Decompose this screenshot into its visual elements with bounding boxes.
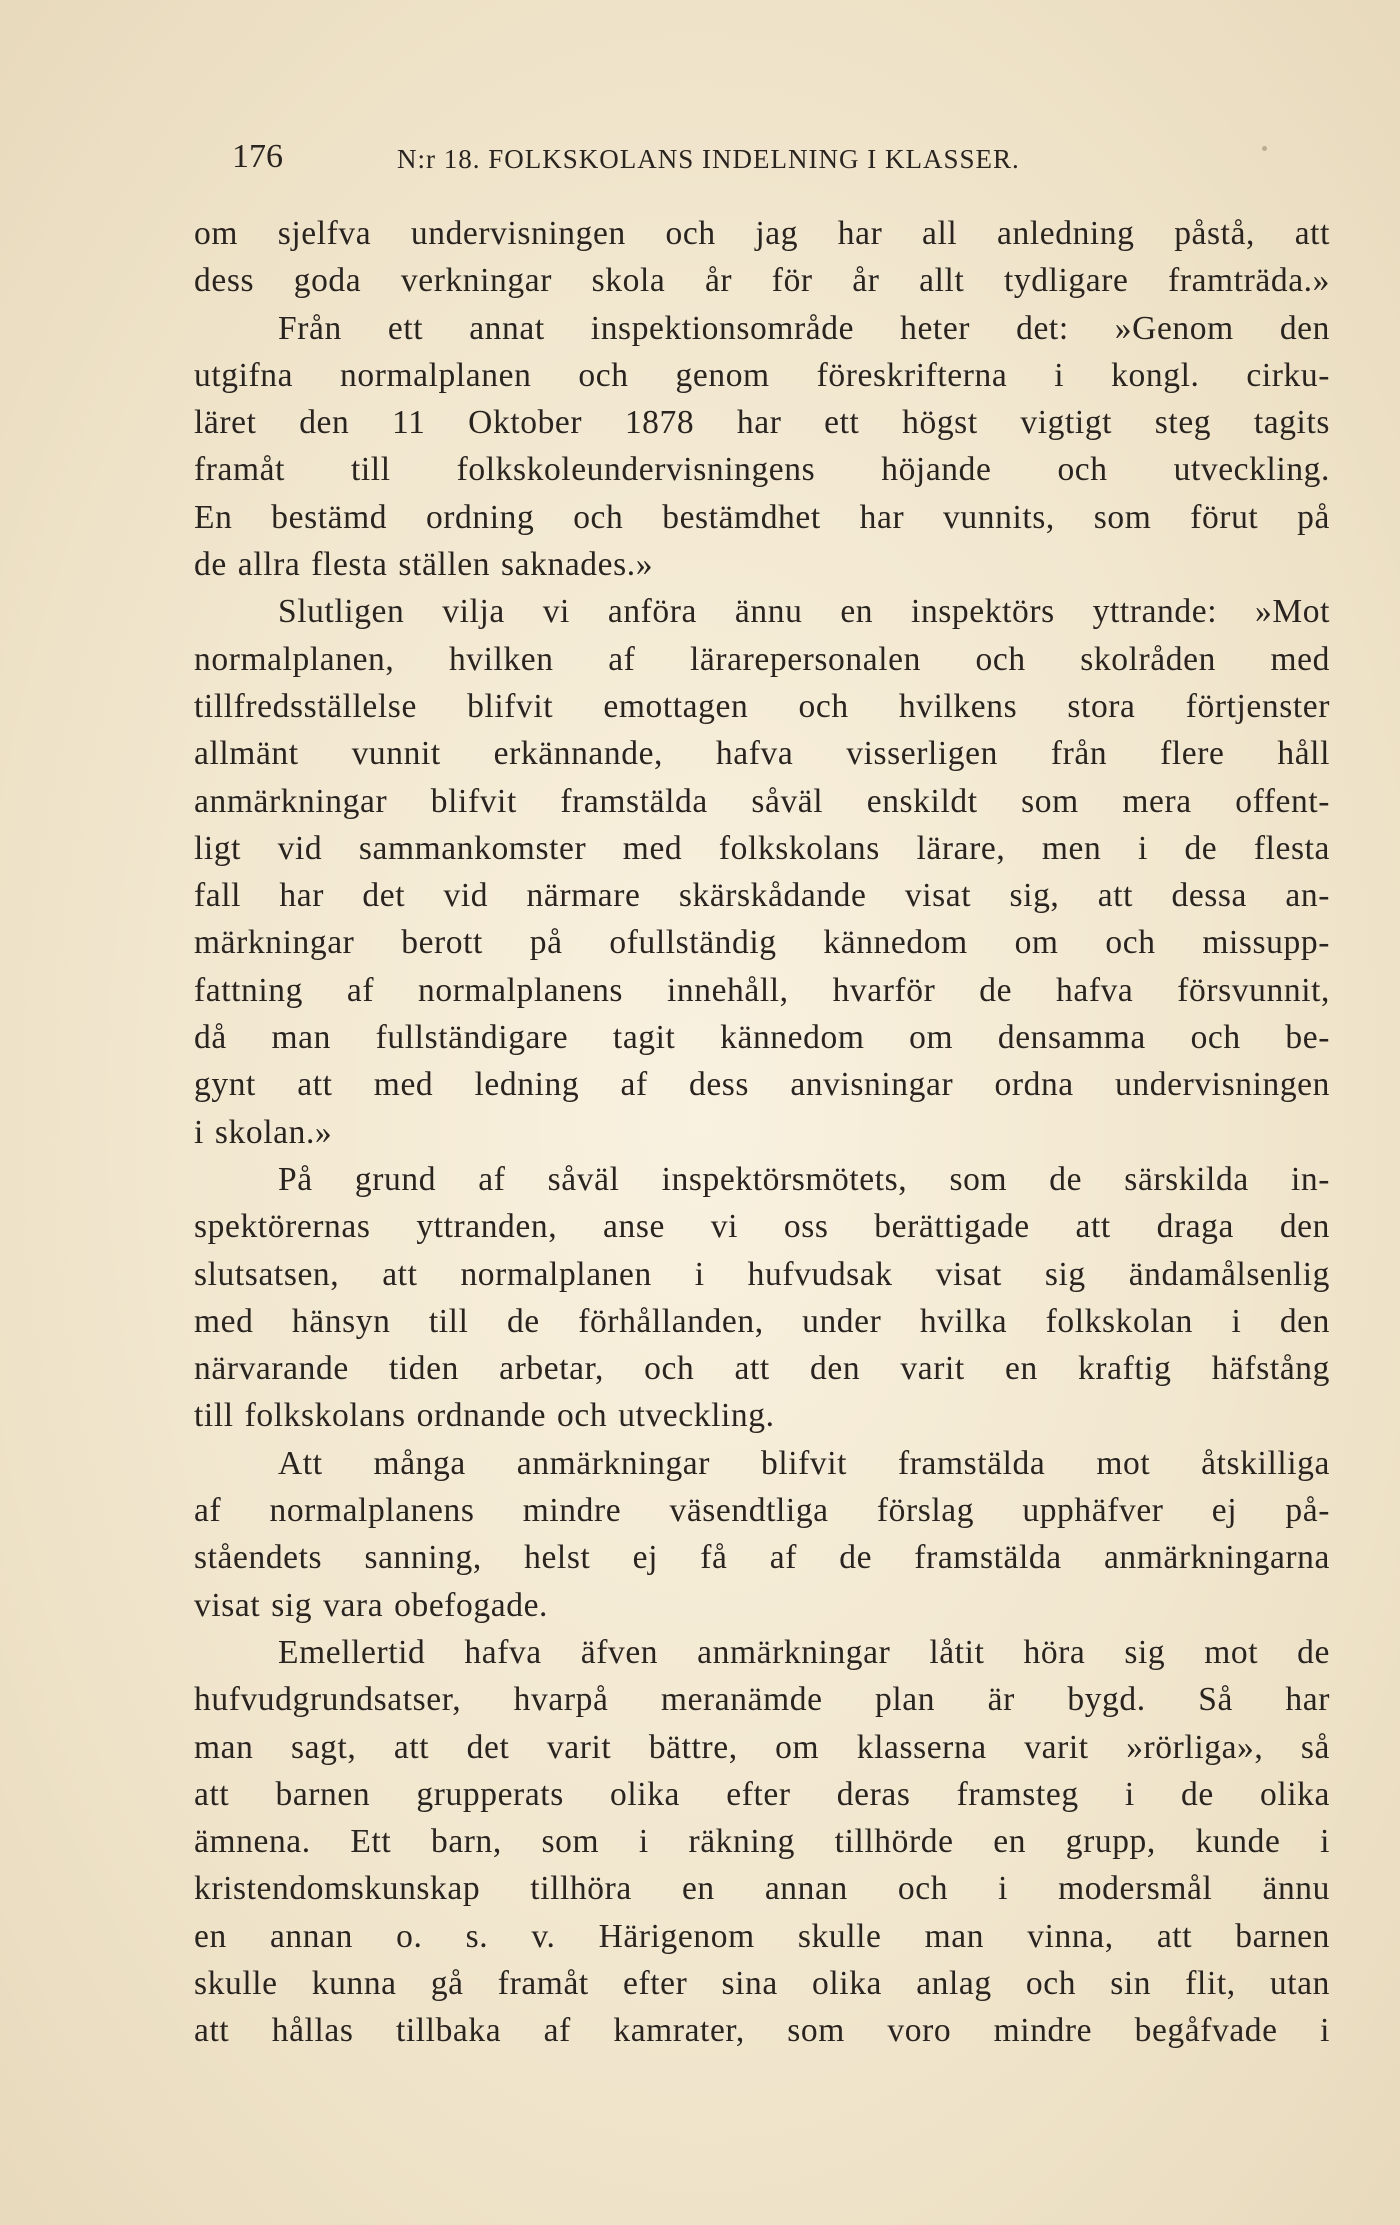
page-header [232,138,1332,178]
text-line: af normalplanens mindre väsendtliga förslag upphäfver ej på- [194,1492,1330,1530]
text-line: En bestämd ordning och bestämdhet har vunnits, som förut på [194,498,1330,536]
text-line: spektörernas yttranden, anse vi oss berättigade att draga den [194,1208,1330,1246]
text-line: de allra flesta ställen saknades.» [194,546,654,584]
text-line: visat sig vara obefogade. [194,1586,549,1624]
text-line: utgifna normalplanen och genom föreskrifterna i kongl. cirku- [194,356,1330,394]
text-line: fattning af normalplanens innehåll, hvarför de hafva försvunnit, [194,971,1330,1009]
text-line: man sagt, att det varit bättre, om klasserna varit »rörliga», så [194,1728,1330,1766]
running-head: N:r 18. FOLKSKOLANS INDELNING I KLASSER. [397,144,1020,174]
text-line: att hållas tillbaka af kamrater, som voro mindre begåfvade i [194,2012,1330,2050]
text-line: närvarande tiden arbetar, och att den varit en kraftig häfstång [194,1350,1330,1388]
text-line: ämnena. Ett barn, som i räkning tillhörde en grupp, kunde i [194,1823,1330,1861]
text-line: Från ett annat inspektionsområde heter det: »Genom den [278,309,1330,347]
text-line: Att många anmärkningar blifvit framstälda mot åtskilliga [278,1444,1330,1482]
text-line: till folkskolans ordnande och utveckling. [194,1397,775,1435]
text-line: gynt att med ledning af dess anvisningar ordna undervisningen [194,1066,1330,1104]
text-line: Slutligen vilja vi anföra ännu en inspektörs yttrande: »Mot [278,593,1330,631]
text-line: läret den 11 Oktober 1878 har ett högst vigtigt steg tagits [194,404,1330,442]
text-line: normalplanen, hvilken af lärarepersonalen och skolråden med [194,640,1330,678]
text-line: hufvudgrundsatser, hvarpå meranämde plan är bygd. Så har [194,1681,1330,1719]
text-line: allmänt vunnit erkännande, hafva visserligen från flere håll [194,735,1330,773]
text-line: ståendets sanning, helst ej få af de framstälda anmärkningarna [194,1539,1330,1577]
text-line: skulle kunna gå framåt efter sina olika anlag och sin flit, utan [194,1964,1330,2002]
text-line: tillfredsställelse blifvit emottagen och hvilkens stora förtjenster [194,687,1330,725]
text-line: fall har det vid närmare skärskådande visat sig, att dessa an- [194,877,1330,915]
text-line: märkningar berott på ofullständig kännedom om och missupp- [194,924,1330,962]
text-line: med hänsyn till de förhållanden, under hvilka folkskolan i den [194,1302,1330,1340]
text-line: att barnen grupperats olika efter deras framsteg i de olika [194,1775,1330,1813]
text-line: ligt vid sammankomster med folkskolans lärare, men i de flesta [194,829,1330,867]
text-line: dess goda verkningar skola år för år allt tydligare framträda.» [194,262,1330,300]
text-line: På grund af såväl inspektörsmötets, som de särskilda in- [278,1160,1330,1198]
text-line: då man fullständigare tagit kännedom om densamma och be- [194,1019,1330,1057]
text-line: i skolan.» [194,1113,333,1151]
page-number: 176 [232,138,283,175]
body-text [194,210,1330,2055]
text-line: Emellertid hafva äfven anmärkningar låtit höra sig mot de [278,1633,1330,1671]
text-line: slutsatsen, att normalplanen i hufvudsak visat sig ändamålsenlig [194,1255,1330,1293]
text-line: kristendomskunskap tillhöra en annan och i modersmål ännu [194,1870,1330,1908]
text-line: framåt till folkskoleundervisningens höjande och utveckling. [194,451,1330,489]
text-line: om sjelfva undervisningen och jag har all anledning påstå, att [194,215,1330,252]
text-line: anmärkningar blifvit framstälda såväl enskildt som mera offent- [194,782,1330,820]
text-line: en annan o. s. v. Härigenom skulle man vinna, att barnen [194,1917,1330,1955]
